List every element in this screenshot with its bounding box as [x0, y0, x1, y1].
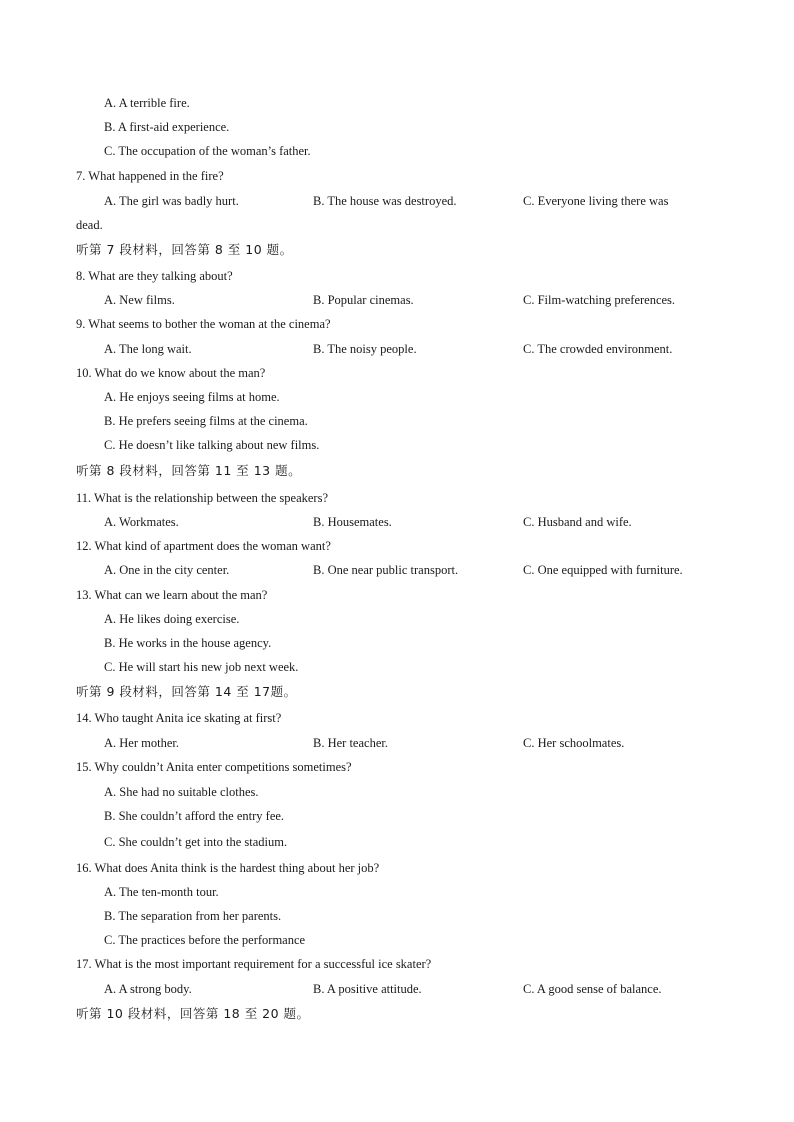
section-heading-10: 听第 10 段材料，回答第 18 至 20 题。 — [76, 1006, 310, 1021]
q9-options — [0, 339, 794, 359]
q17-option-c: C. A good sense of balance. — [523, 982, 662, 996]
q12-question: 12. What kind of apartment does the woman want? — [76, 539, 331, 553]
q8-options — [0, 290, 794, 310]
q9-option-b: B. The noisy people. — [313, 342, 417, 356]
q6-option-a: A. A terrible fire. — [104, 96, 190, 110]
q16-option-c: C. The practices before the performance — [104, 933, 306, 947]
q9-question: 9. What seems to bother the woman at the cinema? — [76, 317, 331, 331]
q7-question: 7. What happened in the fire? — [76, 169, 224, 183]
section-heading-7: 听第 7 段材料，回答第 8 至 10 题。 — [76, 242, 293, 257]
section-heading-9: 听第 9 段材料，回答第 14 至 17题。 — [76, 684, 297, 699]
q8-option-b: B. Popular cinemas. — [313, 293, 414, 307]
q12-option-a: A. One in the city center. — [104, 563, 230, 577]
q15-option-b: B. She couldn’t afford the entry fee. — [104, 809, 285, 823]
q15-option-a: A. She had no suitable clothes. — [104, 785, 259, 799]
q7-option-a: A. The girl was badly hurt. — [104, 194, 239, 208]
q10-option-a: A. He enjoys seeing films at home. — [104, 390, 280, 404]
q7-option-c: C. Everyone living there was — [523, 194, 669, 208]
q6-option-b: B. A first-aid experience. — [104, 120, 230, 134]
q13-option-c: C. He will start his new job next week. — [104, 660, 299, 674]
q13-option-b: B. He works in the house agency. — [104, 636, 272, 650]
q16-option-a: A. The ten-month tour. — [104, 885, 219, 899]
q8-option-c: C. Film-watching preferences. — [523, 293, 676, 307]
q14-options — [0, 733, 794, 753]
q15-option-c: C. She couldn’t get into the stadium. — [104, 835, 288, 849]
q11-option-b: B. Housemates. — [313, 515, 392, 529]
q17-option-a: A. A strong body. — [104, 982, 192, 996]
q15-question: 15. Why couldn’t Anita enter competitions sometimes? — [76, 760, 352, 774]
q13-question: 13. What can we learn about the man? — [76, 588, 268, 602]
q8-question: 8. What are they talking about? — [76, 269, 233, 283]
q8-option-a: A. New films. — [104, 293, 175, 307]
q16-option-b: B. The separation from her parents. — [104, 909, 282, 923]
section-heading-8: 听第 8 段材料，回答第 11 至 13 题。 — [76, 463, 302, 478]
q14-question: 14. Who taught Anita ice skating at first? — [76, 711, 282, 725]
q11-options — [0, 512, 794, 532]
q14-option-b: B. Her teacher. — [313, 736, 388, 750]
q9-option-c: C. The crowded environment. — [523, 342, 673, 356]
q7-options — [0, 191, 794, 211]
q10-option-b: B. He prefers seeing films at the cinema. — [104, 414, 308, 428]
q11-option-c: C. Husband and wife. — [523, 515, 632, 529]
q11-option-a: A. Workmates. — [104, 515, 179, 529]
q7-option-b: B. The house was destroyed. — [313, 194, 457, 208]
q6-option-c: C. The occupation of the woman’s father. — [104, 144, 311, 158]
q14-option-a: A. Her mother. — [104, 736, 179, 750]
q16-question: 16. What does Anita think is the hardest thing about her job? — [76, 861, 380, 875]
q17-options — [0, 979, 794, 999]
q11-question: 11. What is the relationship between the speakers? — [76, 491, 329, 505]
q17-option-b: B. A positive attitude. — [313, 982, 422, 996]
q7-option-c-continued: dead. — [76, 218, 103, 232]
q9-option-a: A. The long wait. — [104, 342, 192, 356]
q17-question: 17. What is the most important requirement for a successful ice skater? — [76, 957, 432, 971]
q14-option-c: C. Her schoolmates. — [523, 736, 625, 750]
q12-option-b: B. One near public transport. — [313, 563, 459, 577]
q10-option-c: C. He doesn’t like talking about new films. — [104, 438, 320, 452]
q12-options — [0, 560, 794, 580]
q12-option-c: C. One equipped with furniture. — [523, 563, 683, 577]
q13-option-a: A. He likes doing exercise. — [104, 612, 240, 626]
q10-question: 10. What do we know about the man? — [76, 366, 266, 380]
